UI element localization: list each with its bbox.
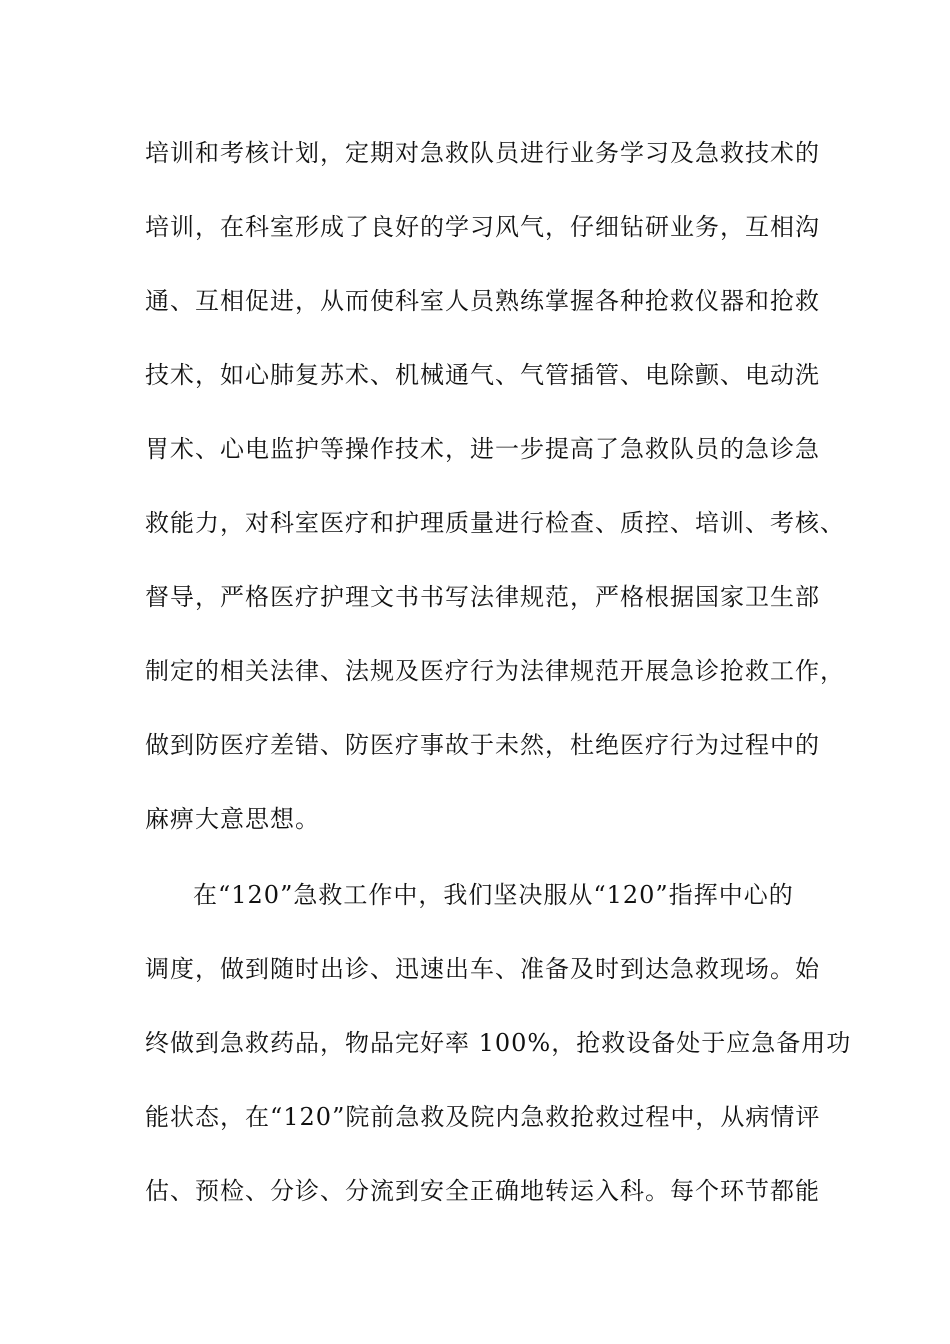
paragraph-2-line-5: 估、预检、分诊、分流到安全正确地转运入科。每个环节都能 (145, 1177, 820, 1205)
paragraph-1-line-5: 胃术、心电监护等操作技术，进一步提高了急救队员的急诊急 (145, 435, 820, 463)
paragraph-2-line-4: 能状态，在“120”院前急救及院内急救抢救过程中，从病情评 (145, 1103, 821, 1131)
paragraph-2-line-2: 调度，做到随时出诊、迅速出车、准备及时到达急救现场。始 (145, 955, 820, 983)
paragraph-1-line-10: 麻痹大意思想。 (145, 805, 320, 833)
paragraph-2-line-1: 在“120”急救工作中，我们坚决服从“120”指挥中心的 (193, 881, 794, 909)
paragraph-1-line-7: 督导，严格医疗护理文书书写法律规范，严格根据国家卫生部 (145, 583, 820, 611)
paragraph-1-line-1: 培训和考核计划，定期对急救队员进行业务学习及急救技术的 (145, 139, 820, 167)
paragraph-1-line-2: 培训，在科室形成了良好的学习风气，仔细钻研业务，互相沟 (145, 213, 820, 241)
paragraph-1-line-4: 技术，如心肺复苏术、机械通气、气管插管、电除颤、电动洗 (145, 361, 820, 389)
paragraph-1-line-3: 通、互相促进，从而使科室人员熟练掌握各种抢救仪器和抢救 (145, 287, 820, 315)
paragraph-1-line-6: 救能力，对科室医疗和护理质量进行检查、质控、培训、考核、 (145, 509, 845, 537)
paragraph-1-line-8: 制定的相关法律、法规及医疗行为法律规范开展急诊抢救工作， (145, 657, 845, 685)
paragraph-1-line-9: 做到防医疗差错、防医疗事故于未然，杜绝医疗行为过程中的 (145, 731, 820, 759)
paragraph-2-line-3: 终做到急救药品，物品完好率 100%，抢救设备处于应急备用功 (145, 1029, 852, 1057)
